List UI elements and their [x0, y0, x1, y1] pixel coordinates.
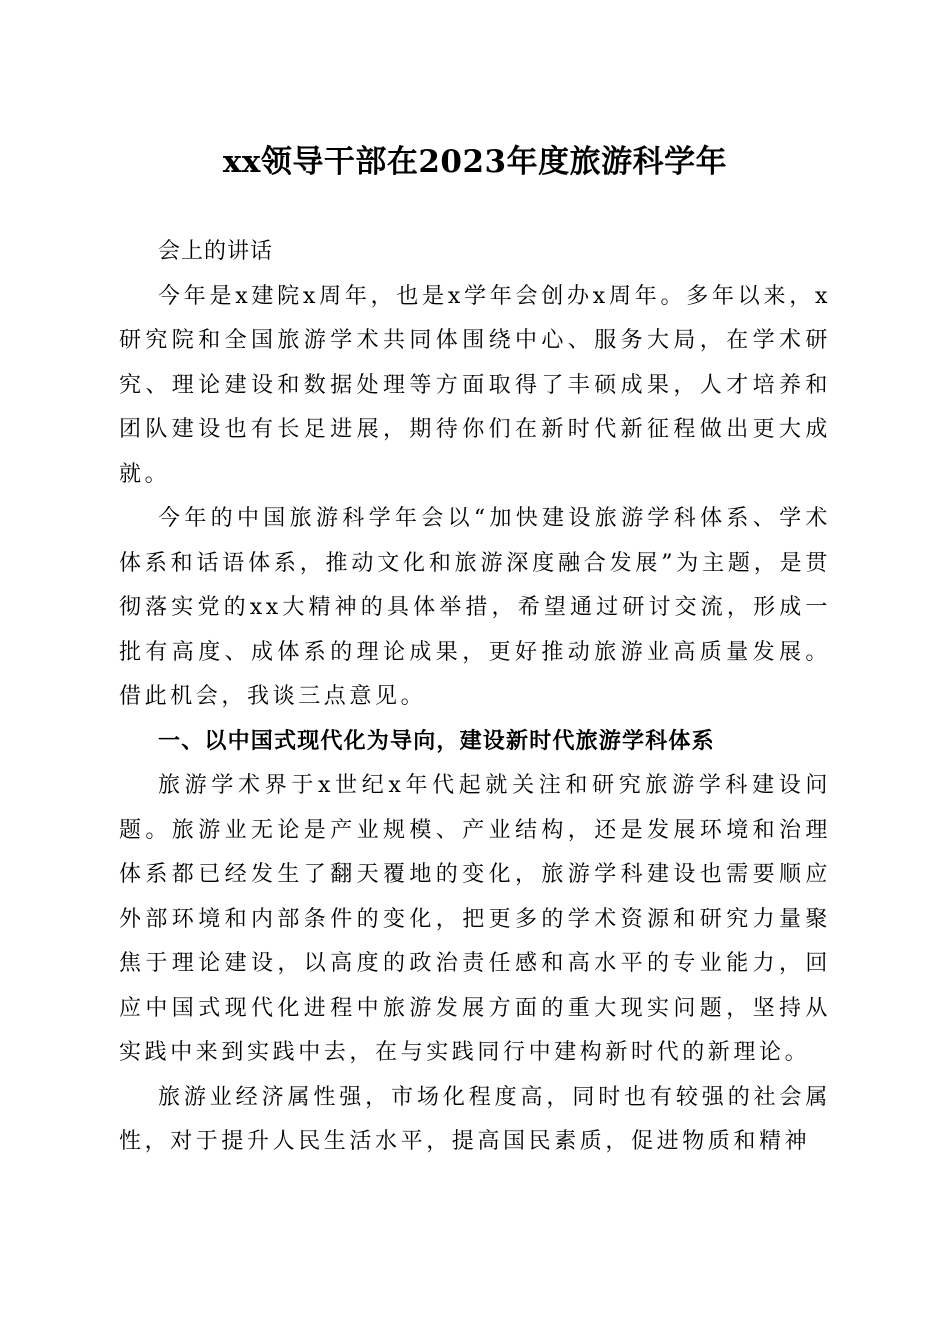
- section-heading: 一、以中国式现代化为导向，建设新时代旅游学科体系: [158, 728, 715, 754]
- document-body: [119, 230, 831, 1165]
- document-title: xx领导干部在2023年度旅游科学年: [222, 144, 728, 180]
- body-paragraph: 旅游业经济属性强，市场化程度高，同时也有较强的社会属性，对于提升人民生活水平，提高国民素质，促进物质和精神: [119, 1084, 831, 1154]
- body-paragraph: 旅游学术界于x世纪x年代起就关注和研究旅游学科建设问题。旅游业无论是产业规模、产业结构，还是发展环境和治理体系都已经发生了翻天覆地的变化，旅游学科建设也需要顺应外部环境和内部条件的变化，把更多的学术资源和研究力量聚焦于理论建设，以高度的政治责任感和高水平的专业能力，回应中国式现代化进程中旅游发展方面的重大现实问题，坚持从实践中来到实践中去，在与实践同行中建构新时代的新理论。: [119, 773, 831, 1065]
- body-paragraph: 今年是x建院x周年，也是x学年会创办x周年。多年以来，x研究院和全国旅游学术共同体围绕中心、服务大局，在学术研究、理论建设和数据处理等方面取得了丰硕成果，人才培养和团队建设也有长足进展，期待你们在新时代新征程做出更大成就。: [119, 283, 831, 487]
- title-continuation: 会上的讲话: [158, 239, 274, 264]
- body-paragraph: 今年的中国旅游科学年会以“加快建设旅游学科体系、学术体系和话语体系，推动文化和旅游深度融合发展”为主题，是贯彻落实党的xx大精神的具体举措，希望通过研讨交流，形成一批有高度、成体系的理论成果，更好推动旅游业高质量发展。借此机会，我谈三点意见。: [119, 506, 831, 709]
